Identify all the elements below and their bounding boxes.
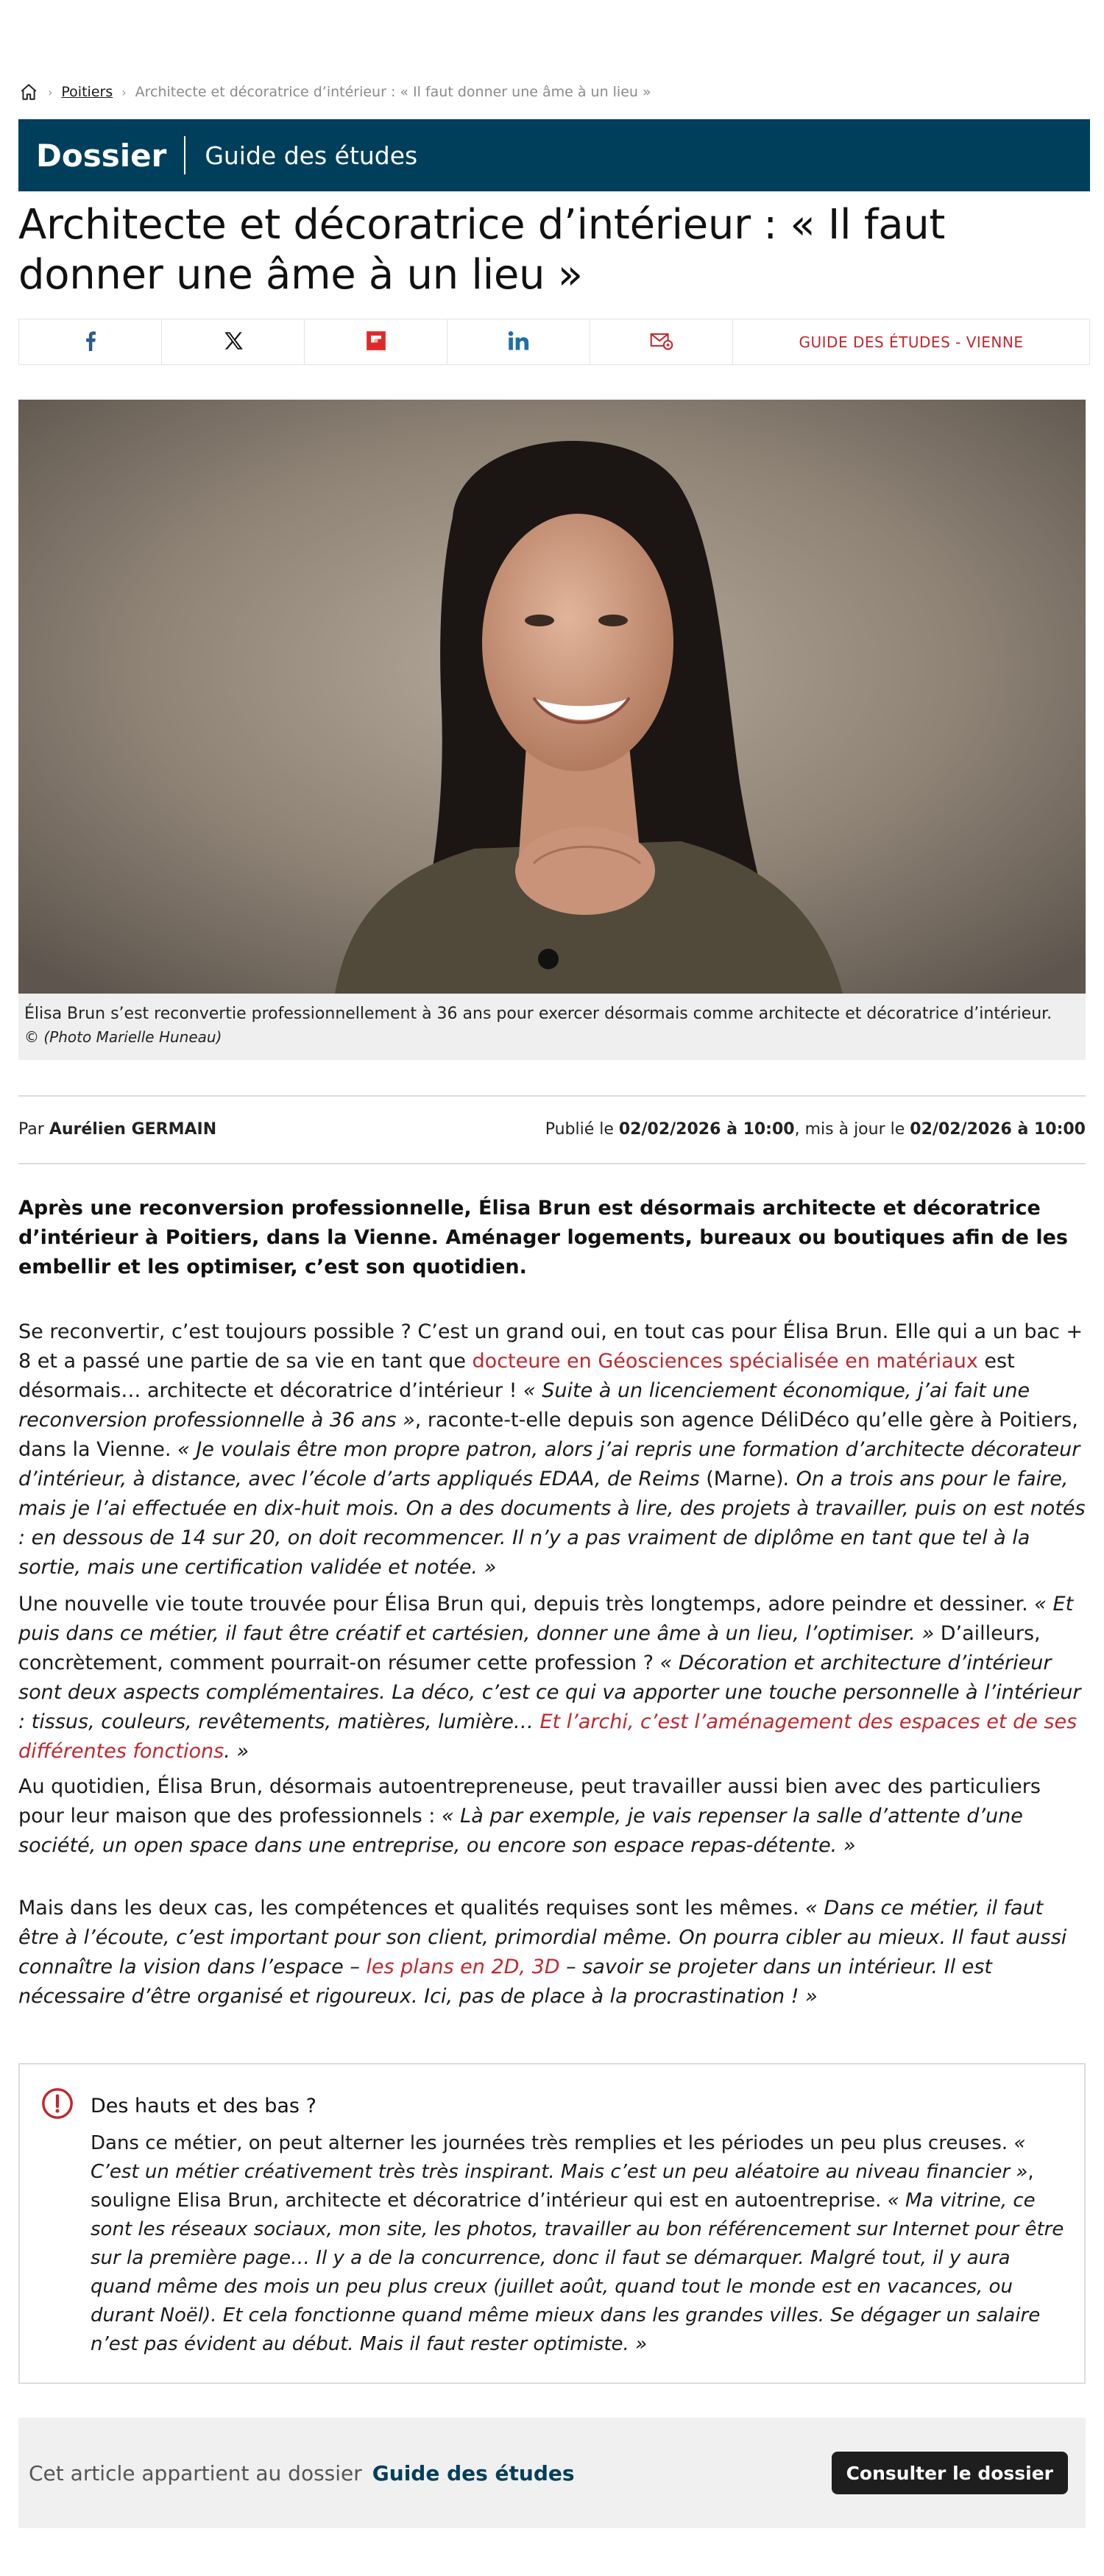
- article-paragraph-1: [18, 1317, 1086, 1582]
- caption-text: Élisa Brun s’est reconvertie professionnellement à 36 ans pour exercer désormais comme architecte et décoratrice d’intérieur.: [24, 1005, 1052, 1023]
- author-name: Aurélien GERMAIN: [49, 1119, 217, 1139]
- inline-link-archi[interactable]: Et l’archi, c’est l’aménagement des espaces et de ses différentes fonctions: [18, 1710, 1078, 1763]
- text-run: Mais dans les deux cas, les compétences et qualités requises sont les mêmes.: [18, 1897, 806, 1919]
- publish-dates: [545, 1120, 1086, 1139]
- article-photo: [18, 400, 1086, 994]
- location-tag-link[interactable]: GUIDE DES ÉTUDES - VIENNE: [799, 333, 1024, 351]
- breadcrumb: [18, 81, 651, 103]
- published-prefix: Publié le: [545, 1119, 619, 1139]
- article-lead: Après une reconversion professionnelle, Élisa Brun est désormais architecte et décoratrice d’intérieur à Poitiers, dans la Vienne. Aménager logements, bureaux ou boutiques afin de les embellir et les optimiser, c’est son quotidien.: [18, 1197, 1068, 1278]
- dossier-footer-guide-link[interactable]: Guide des études: [372, 2460, 575, 2485]
- mail-icon: [650, 331, 673, 353]
- info-box-header: [40, 2087, 316, 2126]
- photo-credit: © (Photo Marielle Huneau): [24, 1028, 222, 1046]
- quote: « Dans ce métier, il faut être à l’écoute, c’est important pour son client, primordial même. On pourra cibler au mieux. Il faut aussi connaître la vision dans l’espace –: [18, 1897, 1067, 1978]
- text-run: Au quotidien, Élisa Brun, désormais autoentrepreneuse, peut travailler aussi bien avec des particuliers pour leur maison que des professionnels :: [18, 1775, 1041, 1827]
- quote: « Suite à un licenciement économique, j’ai fait une reconversion professionnelle à 36 ans »: [18, 1379, 1030, 1432]
- author-line: [18, 1120, 216, 1139]
- author-prefix: Par: [18, 1119, 49, 1139]
- consult-dossier-button[interactable]: Consulter le dossier: [832, 2452, 1068, 2494]
- quote: . »: [224, 1740, 250, 1763]
- divider: [18, 1163, 1086, 1164]
- chevron-right-icon: ›: [48, 85, 53, 99]
- quote: « Décoration et architecture d’intérieur sont deux aspects complémentaires. La déco, c’est ce qui va apporter une touche personnelle à l’intérieur : tissus, couleurs, revêtements, matières, lumière…: [18, 1652, 1081, 1733]
- quote: « Là par exemple, je vais repenser la salle d’attente d’une société, un open space dans une entreprise, ou encore son espace repas-détente. »: [18, 1805, 1023, 1857]
- banner-guide-label: Guide des études: [205, 141, 418, 170]
- x-icon: [223, 331, 244, 353]
- share-x-button[interactable]: [162, 319, 305, 364]
- share-facebook-button[interactable]: [19, 319, 162, 364]
- inline-link-plans[interactable]: les plans en 2D, 3D: [366, 1956, 560, 1978]
- text-run: D’ailleurs, concrètement, comment pourrait-on résumer cette profession ?: [18, 1622, 1041, 1674]
- share-linkedin-button[interactable]: [447, 319, 590, 364]
- article-paragraph-2: [18, 1590, 1086, 1766]
- article-paragraph-3: [18, 1772, 1086, 1861]
- byline: [18, 1117, 1086, 1141]
- dossier-banner[interactable]: [18, 119, 1090, 191]
- quote: – savoir se projeter dans un intérieur. Il est nécessaire d’être organisé et rigoureux. Ici, pas de place à la procrastination ! »: [18, 1956, 993, 2008]
- text-run: , raconte-t-elle depuis son agence DéliDéco qu’elle gère à Poitiers, dans la Vienne.: [18, 1409, 1078, 1461]
- text-run: Dans ce métier, on peut alterner les journées très remplies et les périodes un peu plus creuses.: [91, 2132, 1014, 2154]
- flipboard-icon: [366, 330, 386, 354]
- text-run: Se reconvertir, c’est toujours possible ? C’est un grand oui, en tout cas pour Élisa Brun. Elle qui a un bac + 8 et a passé une partie de sa vie en tant que: [18, 1320, 1083, 1373]
- banner-dossier-label: Dossier: [36, 137, 167, 174]
- updated-date: 02/02/2026 à 10:00: [910, 1119, 1086, 1139]
- breadcrumb-link-city[interactable]: Poitiers: [61, 84, 113, 100]
- inline-link-docteure[interactable]: docteure en Géosciences spécialisée en matériaux: [472, 1350, 978, 1373]
- info-box-heading: Des hauts et des bas ?: [91, 2095, 316, 2117]
- linkedin-icon: [508, 330, 530, 354]
- quote: « Et puis dans ce métier, il faut être créatif et cartésien, donner une âme à un lieu, l’optimiser. »: [18, 1593, 1074, 1645]
- divider: [18, 1095, 1086, 1097]
- info-icon: [40, 2087, 74, 2126]
- quote: « Je voulais être mon propre patron, alors j’ai repris une formation d’architecte décorateur d’intérieur, à distance, avec l’école d’arts appliqués EDAA, de Reims: [18, 1438, 1080, 1490]
- text-run: Une nouvelle vie toute trouvée pour Élisa Brun qui, depuis très longtemps, adore peindre et dessiner.: [18, 1593, 1035, 1616]
- text-run: , souligne Elisa Brun, architecte et décoratrice d’intérieur qui est en autoentreprise.: [91, 2161, 1034, 2212]
- dossier-footer: [18, 2418, 1086, 2528]
- published-date: 02/02/2026 à 10:00: [618, 1119, 795, 1139]
- share-bar: [18, 319, 1090, 365]
- breadcrumb-current: Architecte et décoratrice d’intérieur : « Il faut donner une âme à un lieu »: [135, 84, 651, 100]
- text-run: est désormais… architecte et décoratrice d’intérieur !: [18, 1350, 1015, 1402]
- article-paragraph-4: [18, 1894, 1086, 2011]
- dossier-footer-text: [29, 2461, 575, 2485]
- facebook-icon: [85, 330, 96, 354]
- dossier-footer-label: Cet article appartient au dossier: [29, 2460, 362, 2485]
- home-icon[interactable]: [18, 82, 39, 102]
- quote: . On a trois ans pour le faire, mais je l’ai effectuée en dix-huit mois. On a des documents à lire, des projets à travailler, puis on est notés : en dessous de 14 sur 20, on doit recommencer. Il n’y a pas vraiment de diplôme en tant que tel à la sortie, mais une certification validée et notée. »: [18, 1468, 1086, 1579]
- photo-caption: [18, 994, 1086, 1060]
- page-title: Architecte et décoratrice d’intérieur : « Il faut donner une âme à un lieu »: [18, 201, 946, 299]
- quote: « C’est un métier créativement très très inspirant. Mais c’est un peu aléatoire au niveau financier »: [91, 2132, 1028, 2183]
- info-box: [18, 2063, 1086, 2384]
- quote: « Ma vitrine, ce sont les réseaux sociaux, mon site, les photos, travailler au bon référencement sur Internet pour être sur la première page… Il y a de la concurrence, donc il faut se démarquer. Malgré tout, il y aura quand même des mois un peu plus creux (juillet août, quand tout le monde est en vacances, ou durant Noël). Et cela fonctionne quand même mieux dans les grandes villes. Se dégager un salaire n’est pas évident au début. Mais il faut rester optimiste. »: [91, 2190, 1064, 2355]
- info-box-text: [91, 2129, 1069, 2359]
- text-run: (Marne): [699, 1468, 784, 1490]
- share-flipboard-button[interactable]: [305, 319, 447, 364]
- chevron-right-icon: ›: [121, 85, 127, 99]
- share-mail-button[interactable]: [590, 319, 733, 364]
- updated-prefix: , mis à jour le: [794, 1119, 910, 1139]
